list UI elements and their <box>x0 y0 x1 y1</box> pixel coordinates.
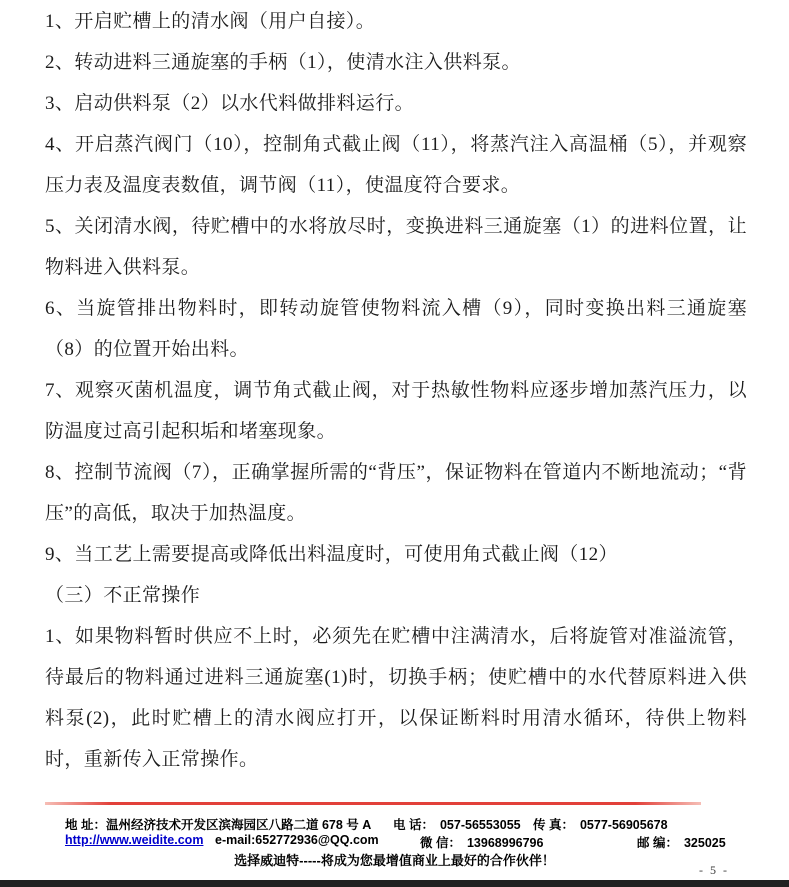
email-value: e-mail:652772936@QQ.com <box>215 833 379 847</box>
address-label: 地 址： <box>65 818 106 832</box>
wechat-label: 微 信： <box>420 836 461 850</box>
document-body <box>45 1 747 780</box>
body-paragraph: 8、控制节流阀（7），正确掌握所需的“背压”，保证物料在管道内不断地流动；“背压”的高低，取决于加热温度。 <box>45 462 747 524</box>
footer-phone <box>393 815 533 833</box>
wechat-value: 13968996796 <box>466 836 544 850</box>
address-value: 温州经济技术开发区滨海园区八路二道 678 号 A <box>105 818 372 832</box>
footer-address <box>65 815 393 833</box>
phone-label: 电 话： <box>393 818 434 832</box>
body-paragraph: 7、观察灭菌机温度，调节角式截止阀，对于热敏性物料应逐步增加蒸汽压力，以防温度过高引起积垢和堵塞现象。 <box>45 380 747 442</box>
fax-label: 传 真： <box>533 818 574 832</box>
footer-slogan: 选择威迪特-----将成为您最增值商业上最好的合作伙伴！ <box>234 853 555 868</box>
footer-email <box>215 833 420 851</box>
body-paragraph: 3、启动供料泵（2）以水代料做排料运行。 <box>45 93 415 114</box>
footer-contact-row <box>65 815 749 833</box>
footer-web-row <box>65 833 749 851</box>
body-paragraph: 6、当旋管排出物料时，即转动旋管使物料流入槽（9），同时变换出料三通旋塞（8）的位置开始出料。 <box>45 298 747 360</box>
footer-fax <box>533 815 668 833</box>
section-heading: （三）不正常操作 <box>45 585 201 606</box>
fax-value: 0577-56905678 <box>579 818 668 832</box>
body-paragraph: 5、关闭清水阀，待贮槽中的水将放尽时，变换进料三通旋塞（1）的进料位置，让物料进入供料泵。 <box>45 216 747 278</box>
footer-wechat <box>420 833 637 851</box>
footer-zip <box>637 833 726 851</box>
body-paragraph: 1、如果物料暂时供应不上时，必须先在贮槽中注满清水，后将旋管对准溢流管，待最后的物料通过进料三通旋塞(1)时，切换手柄；使贮槽中的水代替原料进入供料泵(2)，此时贮槽上的清水阀应打开，以保证断料时用清水循环，待供上物料时，重新传入正常操作。 <box>45 626 747 770</box>
body-paragraph: 9、当工艺上需要提高或降低出料温度时，可使用角式截止阀（12） <box>45 544 618 565</box>
body-paragraph: 2、转动进料三通旋塞的手柄（1），使清水注入供料泵。 <box>45 52 521 73</box>
website-link[interactable]: http://www.weidite.com <box>65 833 204 847</box>
page-number: - 5 - <box>699 863 729 877</box>
footer-website <box>65 833 215 851</box>
zip-value: 325025 <box>683 836 726 850</box>
body-paragraph: 4、开启蒸汽阀门（10），控制角式截止阀（11），将蒸汽注入高温桶（5），并观察压力表及温度表数值，调节阀（11），使温度符合要求。 <box>45 134 747 196</box>
zip-label: 邮 编： <box>637 836 678 850</box>
phone-value: 057-56553055 <box>439 818 521 832</box>
scan-edge-bar <box>0 880 789 887</box>
body-paragraph: 1、开启贮槽上的清水阀（用户自接）。 <box>45 11 376 32</box>
footer-divider-line <box>45 802 701 805</box>
